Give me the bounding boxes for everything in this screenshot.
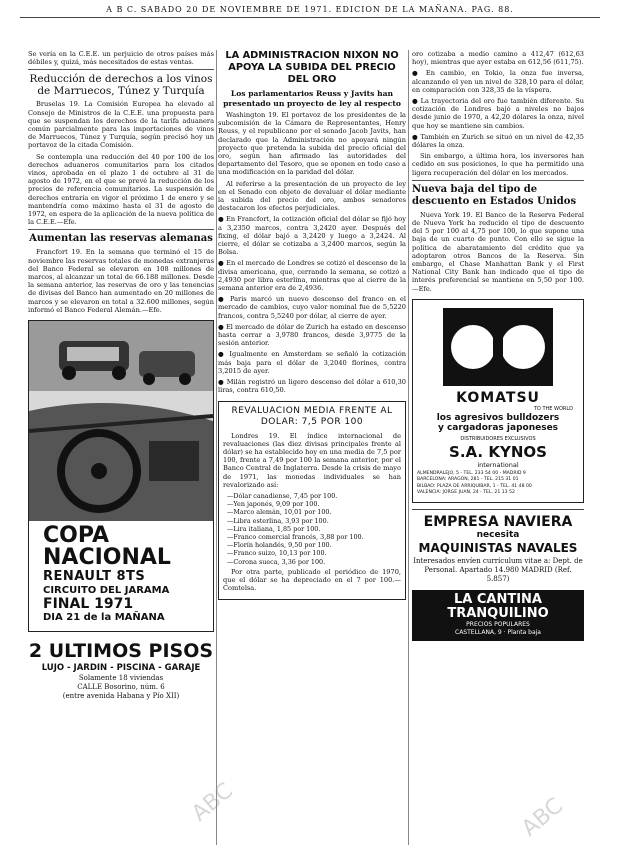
cantina-line-4: CASTELLANA, 9 · Planta baja: [455, 628, 541, 636]
ad-pisos: [28, 640, 214, 701]
komatsu-dealer-label: DISTRIBUIDORES EXCLUSIVOS: [460, 435, 536, 442]
address-line: VALENCIA: JORGE JUAN, 24 - TEL. 21 13 52: [417, 490, 515, 496]
list-item: —Franco comercial francés, 3,88 por 100.: [227, 532, 364, 541]
address-line: ALMENDRALEJO, 5 - TEL. 233 54 00 - MADRID 9: [417, 470, 526, 476]
column-center: [218, 50, 406, 600]
reserves-body: Francfort 19. En la semana que terminó el 15 de noviembre las reservas totales de monedas extranjeras del Banco Federal se elevaron en 108 millones de marcos, al alcanzar un total de 66.188 millones. Desde la semana anterior, las reservas de oro y las tenencias de divisas del Banco han aumentado en 20 millones de marcos y se elevaron en total a 32.600 millones, según informó el Banco Federal Alemán.—Efe.: [28, 248, 214, 314]
ad-copa-nacional: [28, 320, 214, 632]
ad-komatsu: [412, 299, 584, 503]
naviera-company: EMPRESA NAVIERA: [423, 513, 573, 530]
naviera-contact: Interesados envíen currículum vitae a: Dept. de Personal. Apartado 14.980 MADRID (Ref. 5.857): [413, 556, 583, 583]
watermark: ABC: [187, 778, 238, 827]
ad-naviera: [412, 509, 584, 584]
list-item: —Yen japonés, 9,09 por 100.: [227, 500, 320, 509]
divider: [28, 69, 214, 70]
naviera-need: necesita: [476, 529, 520, 540]
market-bullet: ● Paris marcó un nuevo descenso del franco en el mercado de cambios, cuyo valor nominal fue de 5,5220 francos, contra 5,5240 por dólar, al cierre de ayer.: [218, 295, 406, 320]
headline-nixon: LA ADMINISTRACION NIXON NO APOYA LA SUBIDA DEL PRECIO DEL ORO: [225, 50, 399, 85]
ad-pisos-features: LUJO - JARDIN - PISCINA - GARAJE: [41, 663, 201, 674]
ad-pisos-detail: Solamente 18 viviendas: [78, 674, 164, 683]
list-item: —Florín holandés, 9,50 por 100.: [227, 541, 332, 550]
revaluation-box: [218, 401, 406, 601]
revaluation-title: REVALUACION MEDIA FRENTE AL DOLAR: 7,5 POR 100: [231, 405, 393, 427]
headline-discount: Nueva baja del tipo de descuento en Estados Unidos: [412, 183, 577, 207]
intro-text: Se vería en la C.E.E. un perjuicio de otros países más débiles y, quizá, más necesitados de estas ventas.: [28, 50, 214, 67]
market-bullet: ● La trayectoria del oro fue también diferente. Su cotización de Londres bajó a niveles no bajos desde junio de 1970, a 42,20 dólares la onza, nivel que hoy se mantiene sin cambios.: [412, 97, 584, 130]
komatsu-line-1: los agresivos bulldozers: [436, 412, 560, 423]
market-bullet: ● En el mercado de Londres se cotizó el descenso de la divisa americana, que, cerrando la semana, se cotizó a 2,4930 por libra esterlina, mientras que al cierre de la semana anterior era de 2,4936.: [218, 259, 406, 293]
column-right: [412, 50, 584, 641]
ad-pisos-between: (entre avenida Habana y Pío XII): [62, 692, 180, 701]
komatsu-dealer-sub: international: [477, 460, 519, 469]
address-line: BARCELONA: ARAGON, 281 - TEL. 215 31 01: [417, 477, 519, 483]
ad-pisos-headline: 2 ULTIMOS PISOS: [28, 640, 214, 663]
revaluation-list: [223, 492, 401, 566]
divider: [412, 180, 584, 181]
ad-copa-date: DIA 21 de la MAÑANA: [43, 612, 165, 624]
deck-nixon: Los parlamentarios Reuss y Javits han presentado un proyecto de ley al respecto: [223, 89, 401, 108]
list-item: —Marco alemán, 10,01 por 100.: [227, 508, 332, 517]
naviera-role: MAQUINISTAS NAVALES: [418, 540, 578, 555]
market-bullet: ● También en Zurich se situó en un nivel de 42,35 dólares la onza.: [412, 132, 584, 150]
wine-body: Bruselas 19. La Comisión Europea ha elevado al Consejo de Ministros de la C.E.E. una propuesta para que se suspendan los derechos de la tarifa aduanera común parcialmente para las importaciones de vinos de Marruecos, Túnez y Turquía, según precisó hoy un portavoz de la citada Comisión.: [28, 100, 214, 150]
cantina-line-2: TRANQUILINO: [447, 605, 549, 621]
komatsu-logo-icon: [443, 308, 553, 386]
address-line: BILBAO: PLAZA DE ARRIQUIBAR, 1 - TEL. 41 48 00: [417, 483, 532, 489]
komatsu-addresses: [417, 471, 579, 497]
ad-copa-circuit: CIRCUITO DEL JARAMA: [43, 585, 170, 597]
wine-body-2: Se contempla una reducción del 40 por 100 de los derechos aduaneros comunitarios para los citados vinos, aprobada en el plazo 1 de octubre al 31 de agosto de 1972, en el que se prevé la reducción de los precios de referencia comunitarios. La suspensión de derechos entraría en vigor el próximo 1 de enero y se mantendría como máximo hasta el 31 de agosto de 1972, en espera de la aplicación de la nueva política de la C.E.E.—Efe.: [28, 152, 214, 227]
gold-extra: Sin embargo, a última hora, los inversores han cedido en sus posiciones, lo que ha permitido una ligera recuperación del dólar en los mercados.: [412, 152, 584, 177]
revaluation-footer: Por otra parte, publicado el periódico de 1970, que el dólar se ha depreciado en el 7 por 100.—Comtelsa.: [223, 567, 401, 593]
market-bullet: ● En cambio, en Tokio, la onza fue inversa, alcanzando el yen un nivel de 328,10 para el dólar, en comparación con 328,35 de la víspera.: [412, 69, 584, 94]
market-bullet: ● El mercado de dólar de Zurich ha estado en descenso hasta cerrar a 3,9780 francos, desde 3,9775 de la sesión anterior.: [218, 322, 406, 348]
komatsu-dealer: S.A. KYNOS: [449, 442, 547, 461]
ad-copa-final: FINAL 1971: [43, 596, 134, 613]
komatsu-tag: TO THE WORLD: [533, 405, 573, 412]
nixon-body-2: Al referirse a la presentación de un proyecto de ley en el Senado con objeto de devaluar el dólar mediante la subida del precio del oro, ambos senadores destacaron los efectos perjudiciales.: [218, 179, 406, 213]
list-item: —Libra esterlina, 3,93 por 100.: [227, 516, 329, 525]
column-divider: [408, 50, 409, 845]
divider: [28, 229, 214, 230]
ad-copa-title-2: NACIONAL: [43, 545, 171, 571]
car-photo: [29, 321, 213, 521]
column-left: [28, 50, 214, 701]
market-bullet: ● Igualmente en Amsterdam se señaló la cotización más baja para el dólar de 3,2040 florines, contra 3,2015 de ayer.: [218, 350, 406, 375]
list-item: —Dólar canadiense, 7,45 por 100.: [227, 491, 338, 500]
watermark: ABC: [517, 793, 568, 842]
cantina-line-3: PRECIOS POPULARES: [466, 620, 530, 628]
list-item: —Franco suizo, 10,13 por 100.: [227, 549, 327, 558]
ad-copa-title: COPA: [43, 523, 109, 549]
komatsu-brand: KOMATSU: [456, 389, 540, 406]
discount-body: Nueva York 19. El Banco de la Reserva Federal de Nueva York ha reducido el tipo de descuento del 5 por 100 al 4,75 por 100, lo que supone una baja de un cuarto de punto. Con ello se sigue la política de abaratamiento del crédito que ya adoptaron otros Bancos de la Reserva. Sin embargo, el Chase Manhattan Bank y el First National City Bank han indicado que el tipo de interés preferencial se mantiene en 5,50 por 100.—Efe.: [412, 210, 584, 293]
list-item: —Corona sueca, 3,36 por 100.: [227, 557, 326, 566]
ad-copa-brand: RENAULT 8TS: [43, 569, 146, 585]
market-bullet: ● Milán registró un ligero descenso del dólar a 610,30 liras, contra 610,50.: [218, 378, 406, 395]
header-text: A B C. SABADO 20 DE NOVIEMBRE DE 1971. EDICION DE LA MAÑANA. PAG. 88.: [106, 5, 514, 14]
ad-cantina: [412, 590, 584, 641]
komatsu-line-2: y cargadoras japoneses: [437, 422, 559, 433]
headline-wine: Reducción de derechos a los vinos de Marruecos, Túnez y Turquía: [29, 73, 213, 98]
headline-reserves: Aumentan las reservas alemanas: [29, 233, 213, 245]
cantina-line-1: LA CANTINA: [454, 591, 542, 607]
column-divider: [216, 50, 217, 845]
ad-copa-text: [43, 525, 203, 624]
list-item: —Lira italiana, 1,85 por 100.: [227, 524, 321, 533]
ad-pisos-street: CALLE Bosorino, núm. 6: [77, 683, 165, 692]
nixon-body-1: Washington 19. El portavoz de los presidentes de la subcomisión de la Cámara de Representantes, Henry Reuss, y el republicano por el senado Jacob Javits, han declarado que la Administración no apoyará ningún proyecto que pretenda la subida del precio oficial del oro, según han afirmado las autoridades del departamento del Tesoro, que se oponen en todo caso a una modificación en la paridad del dólar.: [218, 111, 406, 177]
page-header: [20, 5, 600, 18]
gold-intro: oro cotizaba a medio camino a 412,47 (612,63 hoy), mientras que ayer estaba en 612,56 (611,75).: [412, 50, 584, 67]
revaluation-intro: Londres 19. El índice internacional de revaluaciones (las diez divisas principales frente al dólar) se ha establecido hoy en una media de 7,5 por 100, frente a 7,49 por 100 la semana anterior, por el Banco Central de Inglaterra. Desde la crisis de mayo de 1971, las monedas individuales se han revalorizado así:: [223, 431, 401, 489]
market-bullet: ● En Francfort, la cotización oficial del dólar se fijó hoy a 3,2350 marcos, contra 3,2420 ayer. Después del fixing, el dólar bajó a 3,2420 y luego a 3,2424. Al cierre, el dólar se cotizaba a 3,2400 marcos, según la Bolsa.: [218, 215, 406, 257]
